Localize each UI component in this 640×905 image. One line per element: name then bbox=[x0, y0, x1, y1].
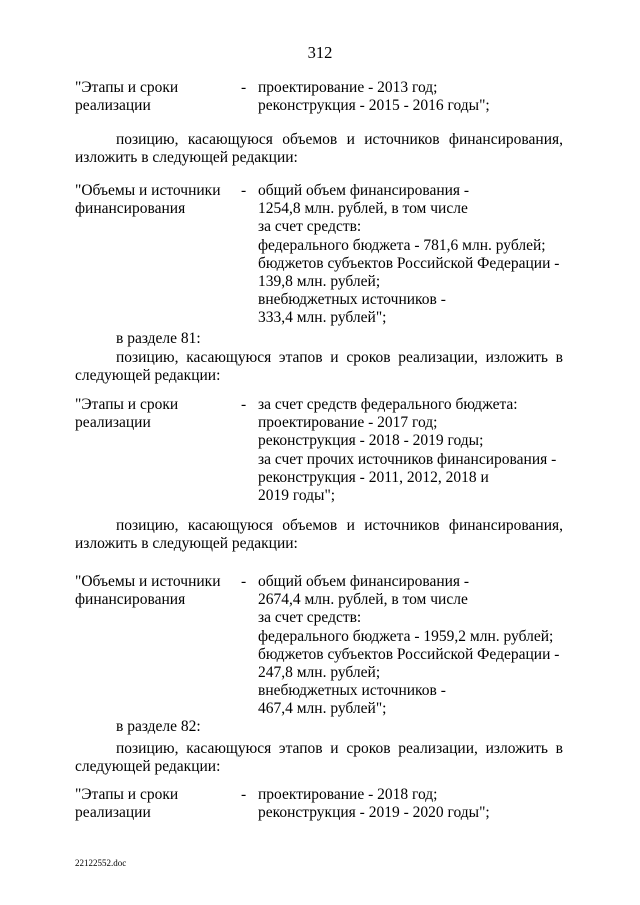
value-line: реконструкция - 2011, 2012, 2018 и bbox=[258, 468, 489, 486]
value-line: 467,4 млн. рублей"; bbox=[258, 700, 387, 718]
section-heading-82: в разделе 82: bbox=[116, 718, 201, 735]
paragraph-first-line: позицию, касающуюся этапов и сроков реализации, изложить в bbox=[116, 349, 563, 366]
value-line: реконструкция - 2019 - 2020 годы"; bbox=[258, 804, 490, 822]
value-line: за счет прочих источников финансирования - bbox=[258, 450, 557, 468]
value-line: 1254,8 млн. рублей, в том числе bbox=[258, 200, 468, 218]
value-line: 333,4 млн. рублей"; bbox=[258, 309, 387, 327]
value-line: проектирование - 2018 год; bbox=[258, 786, 438, 803]
block-value bbox=[258, 396, 588, 505]
label-line: финансирования bbox=[75, 200, 186, 218]
value-line: за счет средств: bbox=[258, 218, 362, 236]
value-line: 247,8 млн. рублей; bbox=[258, 664, 381, 682]
value-line: внебюджетных источников - bbox=[258, 682, 446, 700]
paragraph bbox=[75, 740, 563, 776]
value-line: общий объем финансирования - bbox=[258, 573, 470, 590]
label-line: "Объемы и источники bbox=[75, 182, 221, 199]
dash: - bbox=[241, 396, 247, 413]
block-value bbox=[258, 79, 588, 115]
paragraph bbox=[75, 517, 563, 553]
paragraph-rest: следующей редакции: bbox=[75, 367, 221, 385]
value-line: 2674,4 млн. рублей, в том числе bbox=[258, 591, 468, 609]
value-line: 139,8 млн. рублей; bbox=[258, 273, 381, 291]
label-line: "Этапы и сроки bbox=[75, 786, 179, 803]
paragraph bbox=[75, 131, 563, 167]
block-label bbox=[75, 79, 245, 115]
paragraph-rest: следующей редакции: bbox=[75, 758, 221, 776]
value-line: федерального бюджета - 781,6 млн. рублей; bbox=[258, 236, 546, 254]
value-line: бюджетов субъектов Российской Федерации - bbox=[258, 254, 560, 272]
block-label bbox=[75, 396, 245, 432]
dash: - bbox=[241, 182, 247, 199]
paragraph-first-line: позицию, касающуюся объемов и источников финансирования, bbox=[116, 131, 563, 148]
label-line: финансирования bbox=[75, 591, 186, 609]
block-value bbox=[258, 573, 588, 719]
section-heading-81: в разделе 81: bbox=[116, 330, 201, 347]
page-number: 312 bbox=[307, 43, 333, 62]
block-label bbox=[75, 573, 245, 609]
paragraph-first-line: позицию, касающуюся этапов и сроков реализации, изложить в bbox=[116, 740, 563, 757]
paragraph bbox=[75, 349, 563, 385]
label-line: реализации bbox=[75, 804, 151, 822]
dash: - bbox=[241, 573, 247, 590]
value-line: проектирование - 2013 год; bbox=[258, 79, 438, 96]
label-line: "Этапы и сроки bbox=[75, 79, 179, 96]
dash: - bbox=[241, 79, 247, 96]
value-line: внебюджетных источников - bbox=[258, 291, 446, 309]
paragraph-first-line: позицию, касающуюся объемов и источников финансирования, bbox=[116, 517, 563, 534]
value-line: федерального бюджета - 1959,2 млн. рублей; bbox=[258, 627, 554, 645]
paragraph-rest: изложить в следующей редакции: bbox=[75, 149, 298, 167]
paragraph-rest: изложить в следующей редакции: bbox=[75, 535, 298, 553]
label-line: реализации bbox=[75, 97, 151, 115]
label-line: "Объемы и источники bbox=[75, 573, 221, 590]
label-line: реализации bbox=[75, 414, 151, 432]
value-line: за счет средств федерального бюджета: bbox=[258, 396, 518, 413]
label-line: "Этапы и сроки bbox=[75, 396, 179, 413]
block-label bbox=[75, 786, 245, 822]
block-value bbox=[258, 182, 588, 328]
value-line: бюджетов субъектов Российской Федерации - bbox=[258, 645, 560, 663]
value-line: за счет средств: bbox=[258, 609, 362, 627]
value-line: общий объем финансирования - bbox=[258, 182, 470, 199]
value-line: 2019 годы"; bbox=[258, 487, 336, 505]
block-value bbox=[258, 786, 588, 822]
dash: - bbox=[241, 786, 247, 803]
document-filename: 22122552.doc bbox=[75, 858, 127, 868]
value-line: проектирование - 2017 год; bbox=[258, 414, 438, 432]
value-line: реконструкция - 2015 - 2016 годы"; bbox=[258, 97, 490, 115]
block-label bbox=[75, 182, 245, 218]
value-line: реконструкция - 2018 - 2019 годы; bbox=[258, 432, 484, 450]
